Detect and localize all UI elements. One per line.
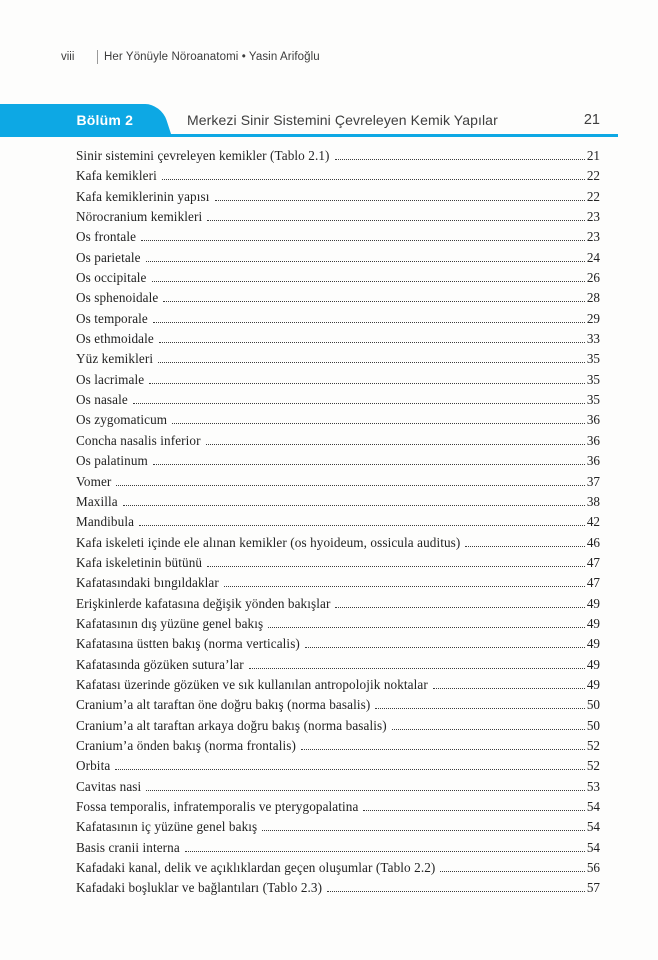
toc-entry-page: 47	[586, 575, 600, 591]
toc-entry-page: 49	[586, 636, 600, 652]
toc-entry-title: Kafa iskeletinin bütünü	[76, 554, 203, 570]
toc-leader-dots	[146, 789, 585, 791]
toc-entry-page: 24	[586, 249, 600, 265]
toc-leader-dots	[172, 422, 585, 424]
toc-entry	[76, 351, 600, 371]
toc-entry	[76, 453, 600, 473]
chapter-banner	[0, 104, 618, 137]
toc-leader-dots	[116, 484, 584, 486]
toc-entry-page: 35	[586, 371, 600, 387]
toc-leader-dots	[146, 260, 585, 262]
toc-entry	[76, 575, 600, 595]
toc-entry	[76, 311, 600, 331]
toc-entry-title: Kafatasındaki bıngıldaklar	[76, 575, 219, 591]
toc-entry-page: 29	[586, 310, 600, 326]
toc-entry	[76, 433, 600, 453]
toc-entry-page: 49	[586, 615, 600, 631]
toc-entry-title: Os palatinum	[76, 453, 148, 469]
toc-entry-title: Nörocranium kemikleri	[76, 209, 203, 225]
toc-leader-dots	[185, 850, 585, 852]
toc-entry-title: Vomer	[76, 473, 112, 489]
toc-entry-title: Os frontale	[76, 229, 137, 245]
toc-entry-page: 50	[586, 717, 600, 733]
toc-entry-page: 22	[586, 188, 600, 204]
toc-entry-page: 35	[586, 392, 600, 408]
toc-leader-dots	[141, 239, 585, 241]
toc-entry-page: 56	[586, 860, 600, 876]
toc-leader-dots	[440, 870, 584, 872]
toc-leader-dots	[335, 606, 584, 608]
toc-entry	[76, 535, 600, 555]
toc-leader-dots	[375, 707, 584, 709]
toc-leader-dots	[149, 382, 585, 384]
toc-entry-page: 49	[586, 595, 600, 611]
toc-entry	[76, 209, 600, 229]
toc-leader-dots	[123, 504, 585, 506]
toc-entry-page: 49	[586, 656, 600, 672]
toc-leader-dots	[159, 341, 585, 343]
toc-entry-page: 47	[586, 554, 600, 570]
toc-entry-title: Kafadaki kanal, delik ve açıklıklardan geçen oluşumlar (Tablo 2.2)	[76, 860, 436, 876]
toc-entry	[76, 616, 600, 636]
toc-entry-title: Cranium’a alt taraftan arkaya doğru bakış (norma basalis)	[76, 717, 387, 733]
toc-leader-dots	[215, 199, 585, 201]
page-folio: viii	[61, 51, 75, 63]
toc-leader-dots	[224, 585, 585, 587]
toc-entry-title: Maxilla	[76, 493, 118, 509]
toc-entry-title: Kafatasının dış yüzüne genel bakış	[76, 615, 264, 631]
running-head	[0, 50, 658, 66]
toc-entry-title: Os sphenoidale	[76, 290, 159, 306]
toc-entry-page: 28	[586, 290, 600, 306]
toc-entry-page: 52	[586, 737, 600, 753]
toc-leader-dots	[152, 280, 585, 282]
toc-entry-title: Kafadaki boşluklar ve bağlantıları (Tablo 2.3)	[76, 880, 323, 896]
toc-entry-page: 46	[586, 534, 600, 550]
toc-entry	[76, 372, 600, 392]
toc-entry	[76, 840, 600, 860]
toc-leader-dots	[327, 890, 585, 892]
toc-entry-page: 54	[586, 799, 600, 814]
toc-entry	[76, 779, 600, 799]
toc-entry-page: 53	[586, 778, 600, 794]
toc-entry	[76, 331, 600, 351]
toc-entry-page: 36	[586, 412, 600, 428]
toc-entry-page: 52	[586, 758, 600, 774]
chapter-tab-label: Bölüm 2	[76, 112, 134, 128]
toc-entry	[76, 270, 600, 290]
toc-entry-title: Kafa kemiklerinin yapısı	[76, 188, 210, 204]
toc-entry-title: Basis cranii interna	[76, 839, 180, 855]
toc-entry-title: Os nasale	[76, 392, 128, 408]
running-head-title: Her Yönüyle Nöroanatomi • Yasin Arifoğlu	[104, 51, 320, 63]
toc-entry-title: Os temporale	[76, 310, 148, 326]
toc-entry	[76, 819, 600, 839]
toc-entry	[76, 860, 600, 880]
toc-entry-title: Cavitas nasi	[76, 778, 142, 794]
toc-entry-title: Orbita	[76, 758, 111, 774]
toc-entry-title: Kafa kemikleri	[76, 168, 157, 184]
toc-entry	[76, 392, 600, 412]
toc-leader-dots	[433, 687, 585, 689]
toc-entry-page: 35	[586, 351, 600, 367]
toc-entry-page: 54	[586, 819, 600, 835]
toc-entry	[76, 596, 600, 616]
toc-leader-dots	[363, 809, 584, 811]
chapter-page-number: 21	[583, 112, 600, 128]
toc-entry	[76, 250, 600, 270]
toc-entry-title: Kafatasında gözüken sutura’lar	[76, 656, 244, 672]
toc-entry	[76, 148, 600, 168]
toc-entry-title: Os parietale	[76, 249, 141, 265]
toc-entry-title: Kafatası üzerinde gözüken ve sık kullanılan antropolojik noktalar	[76, 676, 428, 692]
chapter-title: Merkezi Sinir Sistemini Çevreleyen Kemik Yapılar	[187, 112, 498, 128]
toc-leader-dots	[115, 768, 585, 770]
toc-leader-dots	[268, 626, 585, 628]
toc-leader-dots	[335, 158, 585, 160]
toc-entry	[76, 229, 600, 249]
toc-leader-dots	[153, 463, 585, 465]
toc-entry-title: Yüz kemikleri	[76, 351, 154, 367]
toc-leader-dots	[207, 219, 585, 221]
toc-leader-dots	[153, 321, 585, 323]
toc-entry	[76, 738, 600, 758]
toc-entry-page: 33	[586, 331, 600, 347]
toc-leader-dots	[301, 748, 585, 750]
toc-leader-dots	[206, 443, 585, 445]
toc-entry	[76, 758, 600, 778]
toc-leader-dots	[392, 728, 585, 730]
toc-entry-title: Erişkinlerde kafatasına değişik yönden bakışlar	[76, 595, 331, 611]
toc-entry	[76, 799, 600, 819]
toc-entry	[76, 494, 600, 514]
toc-entry-page: 23	[586, 209, 600, 225]
toc-entry-title: Mandibula	[76, 514, 135, 530]
toc-leader-dots	[262, 829, 585, 831]
toc-leader-dots	[249, 667, 585, 669]
toc-entry-title: Sinir sistemini çevreleyen kemikler (Tablo 2.1)	[76, 148, 330, 163]
toc-entry-page: 42	[586, 514, 600, 530]
toc-leader-dots	[162, 178, 585, 180]
toc-entry-page: 26	[586, 270, 600, 286]
toc-leader-dots	[465, 545, 584, 547]
toc-entry-page: 49	[586, 676, 600, 692]
toc-leader-dots	[139, 524, 585, 526]
toc-entry	[76, 718, 600, 738]
toc-entry	[76, 412, 600, 432]
toc-entry-title: Os lacrimale	[76, 371, 145, 387]
toc-leader-dots	[305, 646, 585, 648]
toc-entry-title: Os ethmoidale	[76, 331, 154, 347]
toc-entry	[76, 189, 600, 209]
toc-entry	[76, 290, 600, 310]
toc-entry	[76, 657, 600, 677]
toc-entry-title: Kafa iskeleti içinde ele alınan kemikler (os hyoideum, ossicula auditus)	[76, 534, 461, 550]
toc-entry-title: Os occipitale	[76, 270, 147, 286]
toc-entry-page: 22	[586, 168, 600, 184]
toc-entry-page: 37	[586, 473, 600, 489]
toc-entry-title: Os zygomaticum	[76, 412, 168, 428]
toc-entry	[76, 636, 600, 656]
toc-entry-title: Fossa temporalis, infratemporalis ve pterygopalatina	[76, 799, 359, 814]
toc-leader-dots	[163, 300, 584, 302]
toc-entry-page: 23	[586, 229, 600, 245]
toc-entry	[76, 697, 600, 717]
chapter-tab	[0, 104, 172, 137]
toc-entry-title: Concha nasalis inferior	[76, 432, 201, 448]
running-head-divider	[97, 50, 98, 64]
toc-entry-page: 54	[586, 839, 600, 855]
toc-entry-page: 38	[586, 493, 600, 509]
toc-leader-dots	[207, 565, 585, 567]
toc-entry-page: 36	[586, 432, 600, 448]
toc-entry-title: Cranium’a alt taraftan öne doğru bakış (norma basalis)	[76, 697, 371, 713]
toc-entry	[76, 474, 600, 494]
toc-entry	[76, 514, 600, 534]
toc-leader-dots	[133, 402, 585, 404]
toc-list	[76, 148, 600, 901]
toc-entry	[76, 555, 600, 575]
toc-entry-page: 21	[586, 148, 600, 163]
toc-leader-dots	[158, 361, 585, 363]
toc-entry-title: Kafatasının iç yüzüne genel bakış	[76, 819, 258, 835]
toc-entry-page: 57	[586, 880, 600, 896]
toc-entry-title: Kafatasına üstten bakış (norma verticalis)	[76, 636, 300, 652]
toc-entry-title: Cranium’a önden bakış (norma frontalis)	[76, 737, 296, 753]
toc-entry-page: 50	[586, 697, 600, 713]
toc-entry-page: 36	[586, 453, 600, 469]
toc-entry	[76, 677, 600, 697]
toc-entry	[76, 168, 600, 188]
toc-entry	[76, 880, 600, 900]
